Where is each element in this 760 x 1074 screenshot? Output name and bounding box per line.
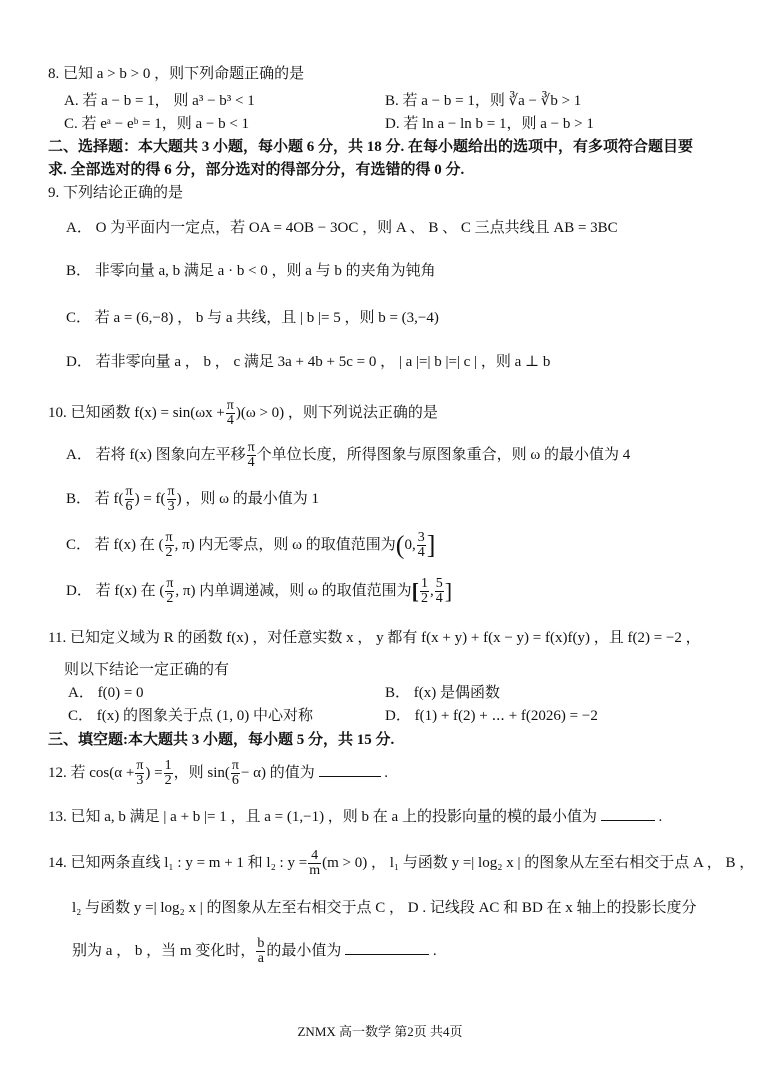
section2-heading-cont: 求. 全部选对的得 6 分，部分选对的得部分分，有选错的得 0 分. <box>48 162 465 178</box>
q14-answer-blank[interactable] <box>345 940 429 955</box>
page-footer: ZNMX 高一数学 第2页 共4页 <box>297 1024 463 1039</box>
q10-option-c: C． 若 f(x) 在 ( $\frac{\pi}{2}$ , π) 内无零点，则 ω 的取值范围为(0, $\frac{3}{4}$ ] <box>66 530 436 561</box>
q8-option-c: C. 若 eᵃ − eᵇ = 1，则 a − b < 1 <box>64 116 250 132</box>
q9-option-c: C． 若 a = (6,−8) ， b 与 a 共线，且 | b |= 5 ，则 b = (3,−4) <box>66 310 439 326</box>
q8-option-b: B. 若 a − b = 1，则 ∛a − ∛b > 1 <box>385 93 582 109</box>
q14-question-line1: 14. 已知两条直线 l₁ : y = m + 1 和 l₂ : y = $\frac{4}{m}$ (m > 0) ， l₁ 与函数 y =| log₂ x | 的图象从左至右相交于点 A ， B ， <box>48 848 755 879</box>
q13-answer-blank[interactable] <box>601 806 655 821</box>
q11-stem: 11. 已知定义域为 R 的函数 f(x) ，对任意实数 x ， y 都有 f(x + y) + f(x − y) = f(x)f(y) ，且 f(2) = −2 ， <box>48 630 701 646</box>
section2-heading: 二、选择题：本大题共 3 小题，每小题 6 分，共 18 分. 在每小题给出的选项中，有多项符合题目要 <box>48 139 694 155</box>
section3-heading: 三、填空题:本大题共 3 小题，每小题 5 分，共 15 分. <box>48 732 395 748</box>
q13-question: 13. 已知 a, b 满足 | a + b |= 1 ，且 a = (1,−1) ，则 b 在 a 上的投影向量的模的最小值为 . <box>48 806 662 827</box>
q11-option-a: A． f(0) = 0 <box>68 685 144 701</box>
q10-option-b: B． 若 f( $\frac{\pi}{6}$ ) = f( $\frac{\pi}{3}$ ) ，则 ω 的最小值为 1 <box>66 484 319 515</box>
q14-question-line2: l₂ 与函数 y =| log₂ x | 的图象从左至右相交于点 C ， D . 记线段 AC 和 BD 在 x 轴上的投影长度分 <box>72 900 697 916</box>
q10-option-d: D． 若 f(x) 在 ( $\frac{\pi}{2}$ , π) 内单调递减，则 ω 的取值范围为[ $\frac{1}{2}$ , $\frac{5}{4}$ ] <box>66 576 453 607</box>
q11-option-d: D． f(1) + f(2) + ⋯ + f(2026) = −2 <box>385 708 598 724</box>
q9-option-a: A． O 为平面内一定点，若 OA = 4OB − 3OC ，则 A 、 B 、 C 三点共线且 AB = 3BC <box>66 220 618 236</box>
q10-stem: 10. 已知函数 f(x) = sin(ωx + $\frac{\pi}{4}$ )(ω > 0) ，则下列说法正确的是 <box>48 398 438 429</box>
q10-option-a: A． 若将 f(x) 图象向左平移 $\frac{\pi}{4}$ 个单位长度，所得图象与原图象重合，则 ω 的最小值为 4 <box>66 440 631 471</box>
q11-option-b: B． f(x) 是偶函数 <box>385 685 500 701</box>
q9-option-d: D． 若非零向量 a ， b ， c 满足 3a + 4b + 5c = 0 ， | a |=| b |=| c | ，则 a ⊥ b <box>66 354 551 370</box>
q9-stem: 9. 下列结论正确的是 <box>48 185 184 201</box>
q12-answer-blank[interactable] <box>319 762 381 777</box>
q11-stem-cont: 则以下结论一定正确的有 <box>64 662 230 678</box>
q12-question: 12. 若 cos(α + $\frac{\pi}{3}$ ) = $\frac{1}{2}$ ，则 sin( $\frac{\pi}{6}$ − α) 的值为 . <box>48 758 389 789</box>
q8-option-a: A. 若 a − b = 1， 则 a³ − b³ < 1 <box>64 93 255 109</box>
q11-option-c: C． f(x) 的图象关于点 (1, 0) 中心对称 <box>68 708 313 724</box>
q14-question-line3: 别为 a ， b ，当 m 变化时， $\frac{b}{a}$ 的最小值为 . <box>72 936 437 967</box>
q9-option-b: B． 非零向量 a, b 满足 a · b < 0 ，则 a 与 b 的夹角为钝角 <box>66 263 436 279</box>
q8-option-d: D. 若 ln a − ln b = 1，则 a − b > 1 <box>385 116 594 132</box>
q8-stem: 8. 已知 a > b > 0 ，则下列命题正确的是 <box>48 66 305 82</box>
